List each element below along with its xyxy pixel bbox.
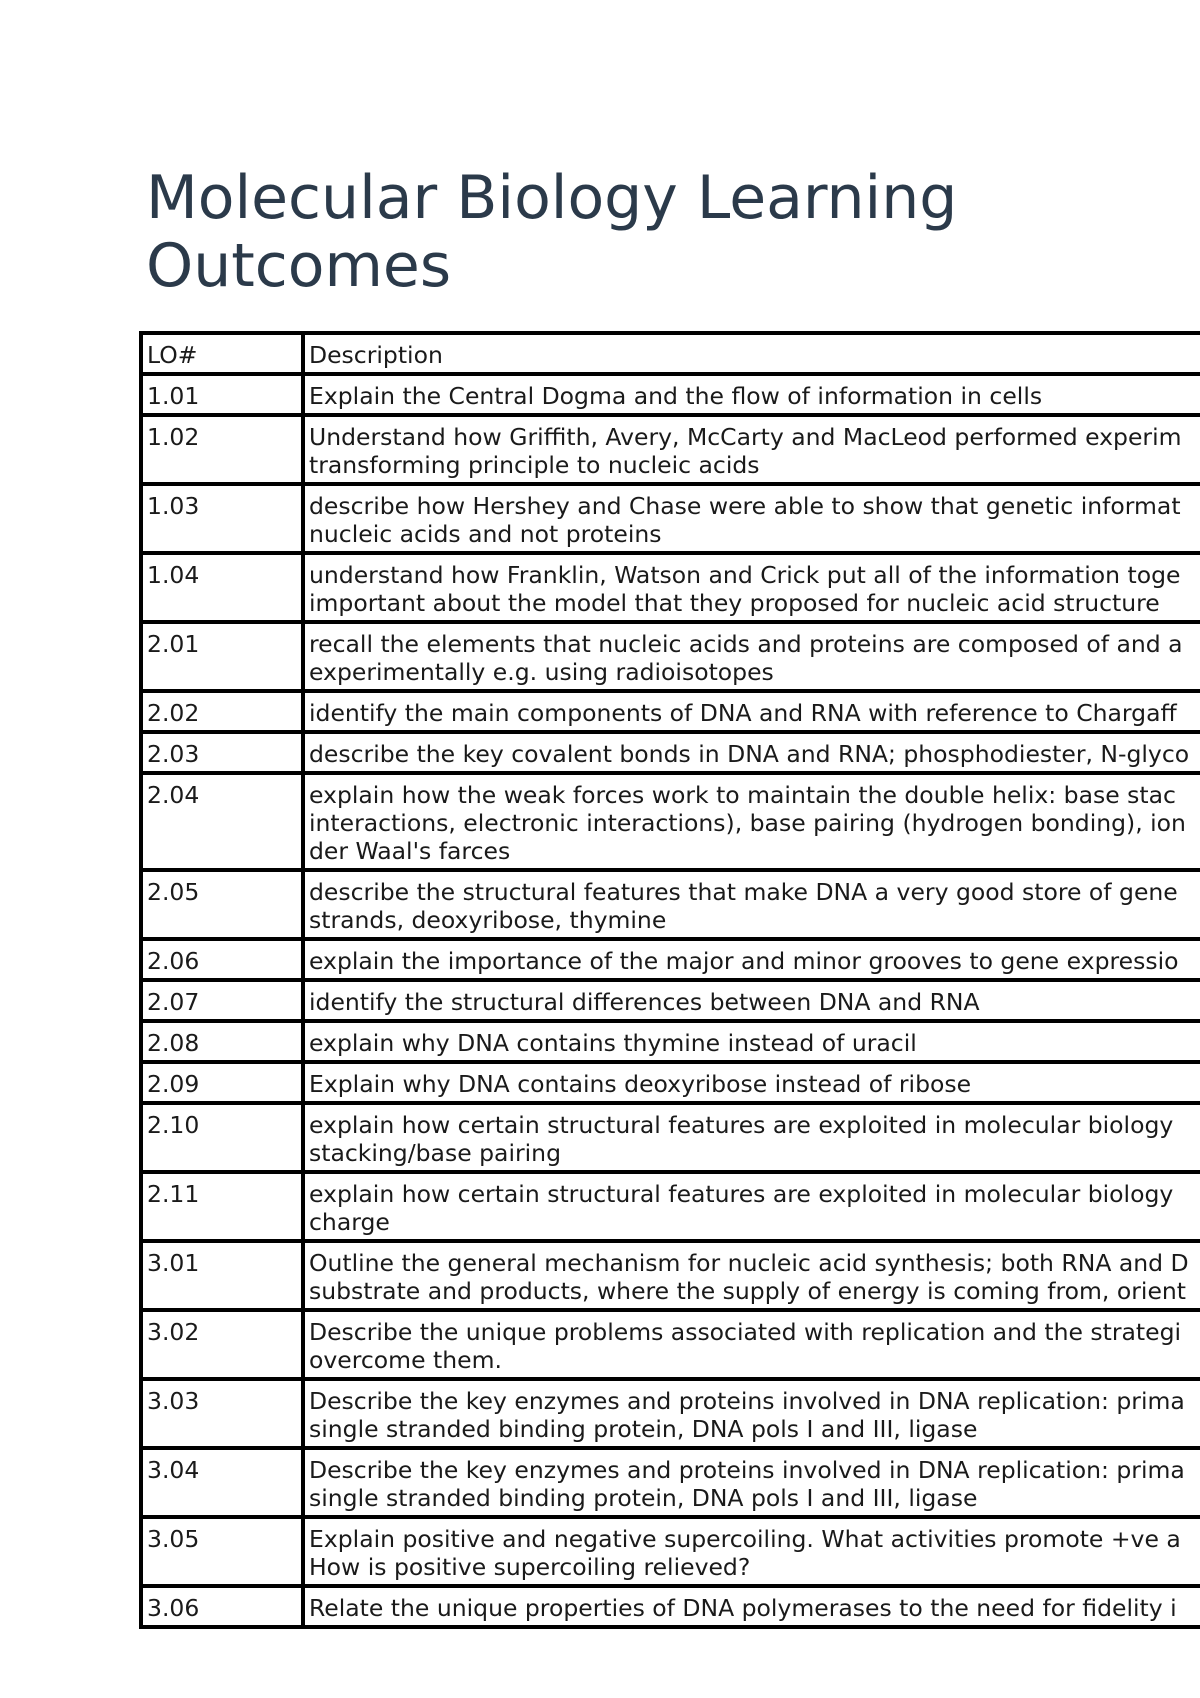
table-header-row — [141, 333, 1200, 374]
table-row — [141, 553, 1200, 622]
learning-outcomes-table — [139, 331, 1200, 1629]
table-row — [141, 1103, 1200, 1172]
lo-number-cell: 2.10 — [141, 1103, 303, 1172]
lo-number-cell: 3.05 — [141, 1517, 303, 1586]
description-line: Outline the general mechanism for nucleic acid synthesis; both RNA and D — [309, 1249, 1189, 1277]
table-row — [141, 1241, 1200, 1310]
table-row — [141, 1586, 1200, 1627]
description-line: Explain the Central Dogma and the flow of information in cells — [309, 382, 1043, 410]
table-row — [141, 732, 1200, 773]
page-title — [146, 164, 1146, 300]
description-cell — [303, 484, 1200, 553]
table-row — [141, 622, 1200, 691]
lo-number-cell: 3.02 — [141, 1310, 303, 1379]
table-row — [141, 1021, 1200, 1062]
description-cell — [303, 691, 1200, 732]
table-row — [141, 1310, 1200, 1379]
learning-outcomes-table-body — [141, 333, 1200, 1627]
lo-number-cell: 2.03 — [141, 732, 303, 773]
description-cell — [303, 1172, 1200, 1241]
header-lo-number: LO# — [141, 333, 303, 374]
description-line: Describe the key enzymes and proteins involved in DNA replication: prima — [309, 1456, 1185, 1484]
description-line: Describe the key enzymes and proteins involved in DNA replication: prima — [309, 1387, 1185, 1415]
description-line: transforming principle to nucleic acids — [309, 451, 760, 479]
lo-number-cell: 3.01 — [141, 1241, 303, 1310]
description-cell — [303, 1448, 1200, 1517]
lo-number-cell: 1.02 — [141, 415, 303, 484]
description-line: experimentally e.g. using radioisotopes — [309, 658, 774, 686]
lo-number-cell: 1.04 — [141, 553, 303, 622]
description-line: overcome them. — [309, 1346, 502, 1374]
lo-number-cell: 1.01 — [141, 374, 303, 415]
description-line: explain the importance of the major and minor grooves to gene expressio — [309, 947, 1179, 975]
table-row — [141, 980, 1200, 1021]
description-cell — [303, 1062, 1200, 1103]
description-line: describe the structural features that make DNA a very good store of gene — [309, 878, 1178, 906]
description-cell — [303, 1586, 1200, 1627]
description-line: explain how the weak forces work to maintain the double helix: base stac — [309, 781, 1176, 809]
description-line: Relate the unique properties of DNA polymerases to the need for fidelity i — [309, 1594, 1177, 1622]
lo-number-cell: 3.06 — [141, 1586, 303, 1627]
description-cell — [303, 773, 1200, 870]
table-row — [141, 1062, 1200, 1103]
lo-number-cell: 2.04 — [141, 773, 303, 870]
description-line: nucleic acids and not proteins — [309, 520, 662, 548]
lo-number-cell: 2.05 — [141, 870, 303, 939]
description-cell — [303, 415, 1200, 484]
description-line: charge — [309, 1208, 390, 1236]
table-row — [141, 773, 1200, 870]
description-line: Describe the unique problems associated with replication and the strategi — [309, 1318, 1182, 1346]
description-line: interactions, electronic interactions), base pairing (hydrogen bonding), ion — [309, 809, 1186, 837]
lo-number-cell: 2.01 — [141, 622, 303, 691]
description-line: How is positive supercoiling relieved? — [309, 1553, 751, 1581]
lo-number-cell: 2.09 — [141, 1062, 303, 1103]
description-cell — [303, 1021, 1200, 1062]
lo-number-cell: 2.02 — [141, 691, 303, 732]
description-cell — [303, 732, 1200, 773]
description-line: explain why DNA contains thymine instead of uracil — [309, 1029, 917, 1057]
description-cell — [303, 374, 1200, 415]
description-cell — [303, 1379, 1200, 1448]
description-line: identify the structural differences between DNA and RNA — [309, 988, 980, 1016]
description-cell — [303, 553, 1200, 622]
description-line: Understand how Griffith, Avery, McCarty and MacLeod performed experim — [309, 423, 1182, 451]
lo-number-cell: 3.03 — [141, 1379, 303, 1448]
description-line: stacking/base pairing — [309, 1139, 561, 1167]
page-title-line-1: Molecular Biology Learning — [146, 163, 958, 233]
lo-number-cell: 3.04 — [141, 1448, 303, 1517]
lo-number-cell: 1.03 — [141, 484, 303, 553]
lo-number-cell: 2.06 — [141, 939, 303, 980]
description-cell — [303, 1103, 1200, 1172]
table-row — [141, 691, 1200, 732]
description-cell — [303, 1310, 1200, 1379]
table-row — [141, 1517, 1200, 1586]
description-line: single stranded binding protein, DNA pols I and III, ligase — [309, 1415, 978, 1443]
table-row — [141, 415, 1200, 484]
description-line: recall the elements that nucleic acids and proteins are composed of and a — [309, 630, 1183, 658]
description-line: identify the main components of DNA and RNA with reference to Chargaff — [309, 699, 1177, 727]
table-row — [141, 1379, 1200, 1448]
table-row — [141, 1448, 1200, 1517]
description-cell — [303, 939, 1200, 980]
description-line: explain how certain structural features are exploited in molecular biology — [309, 1180, 1174, 1208]
description-cell — [303, 1517, 1200, 1586]
lo-number-cell: 2.08 — [141, 1021, 303, 1062]
page-title-line-2: Outcomes — [146, 231, 452, 301]
header-description: Description — [303, 333, 1200, 374]
table-row — [141, 484, 1200, 553]
description-line: explain how certain structural features are exploited in molecular biology — [309, 1111, 1174, 1139]
description-cell — [303, 980, 1200, 1021]
description-cell — [303, 622, 1200, 691]
lo-number-cell: 2.07 — [141, 980, 303, 1021]
description-cell — [303, 870, 1200, 939]
description-line: der Waal's farces — [309, 837, 511, 865]
description-line: strands, deoxyribose, thymine — [309, 906, 667, 934]
description-line: Explain positive and negative supercoiling. What activities promote +ve a — [309, 1525, 1181, 1553]
description-line: Explain why DNA contains deoxyribose instead of ribose — [309, 1070, 972, 1098]
description-line: substrate and products, where the supply of energy is coming from, orient — [309, 1277, 1187, 1305]
table-row — [141, 1172, 1200, 1241]
description-line: describe the key covalent bonds in DNA and RNA; phosphodiester, N-glyco — [309, 740, 1190, 768]
table-row — [141, 374, 1200, 415]
description-line: single stranded binding protein, DNA pols I and III, ligase — [309, 1484, 978, 1512]
description-line: describe how Hershey and Chase were able to show that genetic informat — [309, 492, 1181, 520]
lo-number-cell: 2.11 — [141, 1172, 303, 1241]
table-row — [141, 939, 1200, 980]
table-row — [141, 870, 1200, 939]
description-line: understand how Franklin, Watson and Crick put all of the information toge — [309, 561, 1181, 589]
description-cell — [303, 1241, 1200, 1310]
description-line: important about the model that they proposed for nucleic acid structure — [309, 589, 1160, 617]
